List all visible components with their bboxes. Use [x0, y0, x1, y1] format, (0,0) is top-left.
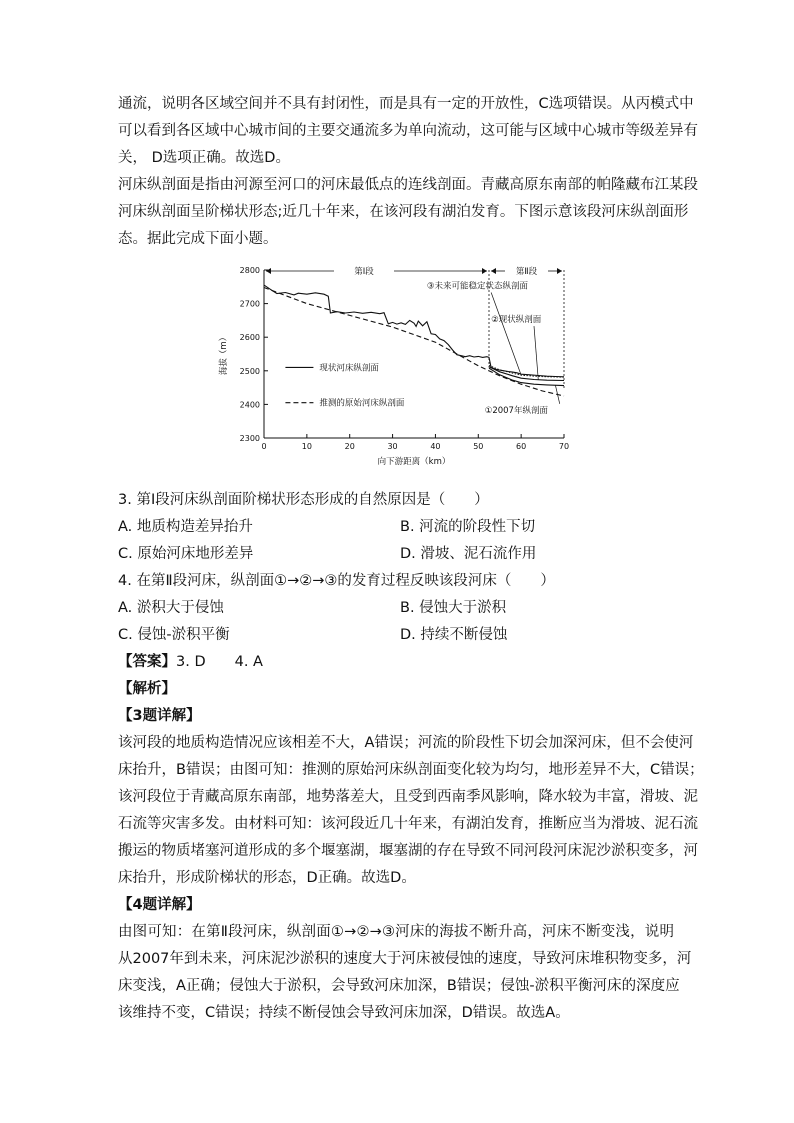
series-line-4	[489, 367, 564, 381]
q4-detail-line-1: 由图可知：在第Ⅱ段河床，纵剖面①→②→③河床的海拔不断升高，河床不断变浅，说明	[118, 924, 674, 940]
x-axis-label: 向下游距离（km）	[377, 457, 451, 467]
riverbed-profile-chart	[214, 258, 580, 480]
q3-detail-line-6: 床抬升，形成阶梯状的形态，D正确。故选D。	[118, 870, 416, 886]
q4-stem: 4. 在第Ⅱ段河床，纵剖面①→②→③的发育过程反映该段河床（ ）	[118, 573, 555, 589]
answer-line	[118, 652, 263, 672]
annotation-2-leader	[534, 326, 538, 380]
answer-label: 【答案】	[118, 654, 176, 670]
y-tick-label: 2700	[239, 299, 260, 309]
series-line-1	[264, 285, 564, 377]
x-tick-label: 30	[387, 442, 398, 451]
q3-detail-label: 【3题详解】	[118, 708, 201, 724]
x-tick-label: 50	[473, 442, 484, 451]
y-tick-label: 2400	[239, 400, 260, 410]
material-line-2: 河床纵剖面呈阶梯状形态;近几十年来，在该河段有湖泊发育。下图示意该段河床纵剖面形	[118, 204, 689, 220]
material-line-3: 态。据此完成下面小题。	[118, 231, 278, 247]
q3-detail-line-1: 该河段的地质构造情况应该相差不大，A错误；河流的阶段性下切会加深河床，但不会使河	[118, 735, 694, 751]
series-line-2	[264, 288, 564, 397]
q3-option-c: C. 原始河床地形差异	[118, 546, 254, 562]
intro-line-2: 可以看到各区域中心城市间的主要交通流多为单向流动，这可能与区域中心城市等级差异有	[118, 123, 698, 139]
section2-label: 第Ⅱ段	[515, 267, 538, 277]
q3-option-a: A. 地质构造差异抬升	[118, 519, 253, 535]
y-tick-label: 2300	[239, 434, 260, 443]
x-tick-label: 70	[558, 442, 570, 451]
q3-detail-line-4: 石流等灾害多发。由材料可知：该河段近几十年来，有湖泊发育，推断应当为滑坡、泥石流	[118, 816, 698, 832]
q3-detail-line-3: 该河段位于青藏高原东南部，地势落差大，且受到西南季风影响，降水较为丰富，滑坡、泥	[118, 789, 698, 805]
y-tick-label: 2800	[239, 266, 260, 275]
y-axis-label: 海拔（m）	[219, 332, 229, 376]
q4-option-d: D. 持续不断侵蚀	[400, 627, 508, 643]
annotation-1: ①2007年纵剖面	[484, 405, 548, 416]
annotation-3: ③未来可能稳定状态纵剖面	[426, 281, 528, 292]
q4-option-b: B. 侵蚀大于淤积	[400, 600, 507, 616]
material-line-1: 河床纵剖面是指由河源至河口的河床最低点的连线剖面。青藏高原东南部的帕隆藏布江某段	[118, 177, 698, 193]
section1-label: 第Ⅰ段	[354, 267, 374, 277]
annotation-3-leader	[491, 292, 521, 375]
q3-detail-line-2: 床抬升，B错误；由图可知：推测的原始河床纵剖面变化较为均匀，地形差异不大，C错误；	[118, 762, 704, 778]
intro-line-1: 通流，说明各区域空间并不具有封闭性，而是具有一定的开放性，C选项错误。从丙模式中	[118, 96, 694, 112]
y-tick-label: 2500	[239, 366, 260, 376]
section2-arrowhead-left	[491, 268, 496, 274]
q3-stem: 3. 第Ⅰ段河床纵剖面阶梯状形态形成的自然原因是（ ）	[118, 492, 489, 508]
intro-line-3: 关， D选项正确。故选D。	[118, 150, 290, 166]
legend-dashed-label: 推测的原始河床纵剖面	[319, 398, 405, 409]
q3-option-b: B. 河流的阶段性下切	[400, 519, 536, 535]
section1-arrowhead-left	[266, 268, 271, 274]
annotation-2: ②现状纵剖面	[491, 315, 542, 326]
x-tick-label: 20	[344, 442, 355, 451]
q4-option-a: A. 淤积大于侵蚀	[118, 600, 224, 616]
x-tick-label: 40	[430, 442, 441, 451]
analysis-label: 【解析】	[118, 681, 176, 697]
x-tick-label: 10	[301, 442, 312, 451]
section1-arrowhead-right	[482, 268, 487, 274]
q4-detail-label: 【4题详解】	[118, 897, 201, 913]
q3-option-d: D. 滑坡、泥石流作用	[400, 546, 537, 562]
q4-detail-line-4: 该维持不变，C错误；持续不断侵蚀会导致河床加深，D错误。故选A。	[118, 1005, 570, 1021]
q4-option-c: C. 侵蚀-淤积平衡	[118, 627, 230, 643]
y-tick-label: 2600	[239, 333, 260, 343]
x-tick-label: 0	[261, 442, 267, 451]
q4-detail-line-3: 床变浅，A正确；侵蚀大于淤积，会导致河床加深，B错误；侵蚀-淤积平衡河床的深度应	[118, 978, 680, 994]
q4-detail-line-2: 从2007年到未来，河床泥沙淤积的速度大于河床被侵蚀的速度，导致河床堆积物变多，河	[118, 951, 692, 967]
section2-arrowhead-right	[557, 268, 562, 274]
q3-detail-line-5: 搬运的物质堵塞河道形成的多个堰塞湖，堰塞湖的存在导致不同河段河床泥沙淤积变多，河	[118, 843, 698, 859]
legend-solid-label: 现状河床纵剖面	[319, 363, 379, 374]
answer-text: 3. D 4. A	[176, 654, 263, 670]
x-tick-label: 60	[516, 442, 527, 451]
